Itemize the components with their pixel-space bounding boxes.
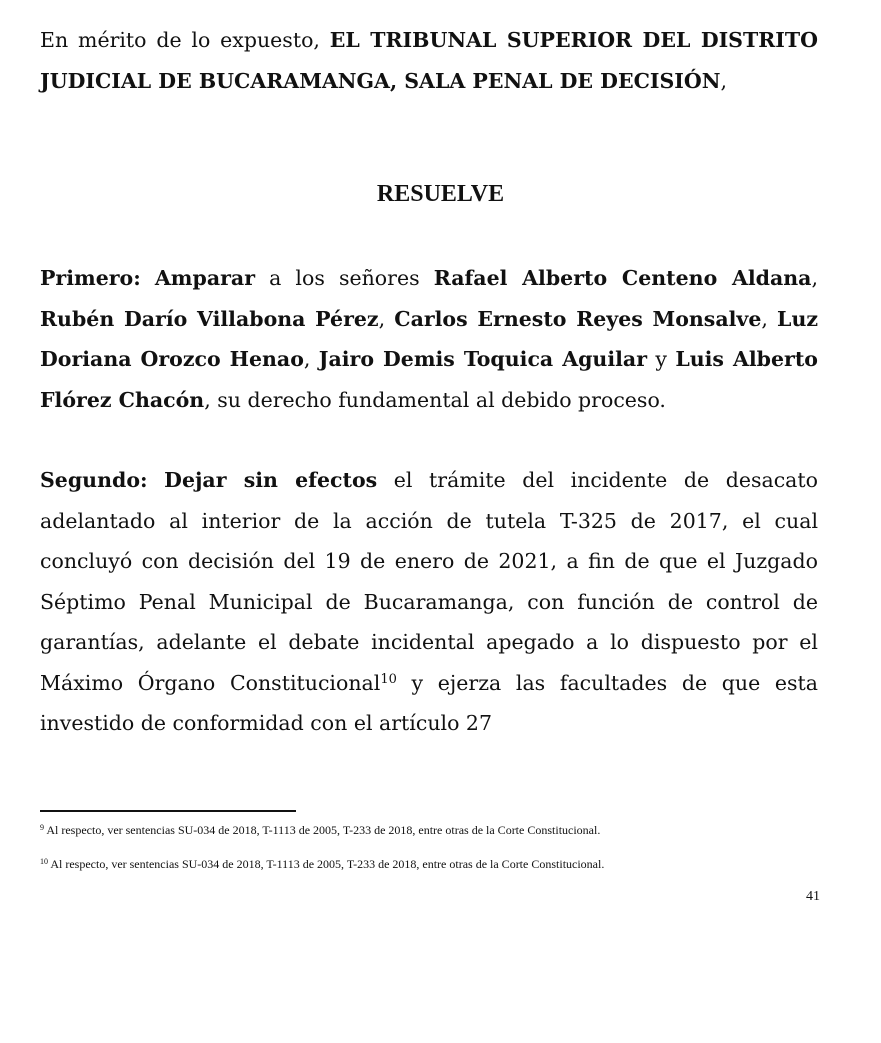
- second-text-tail: y ejerza las facultades de que esta investido de conformidad con el artículo 27: [40, 670, 818, 735]
- first-resolution: [40, 258, 818, 420]
- second-label: Segundo:: [40, 468, 148, 492]
- footnote-text: Al respecto, ver sentencias SU-034 de 2018, T-1113 de 2005, T-233 de 2018, entre otras de la Corte Constitucional.: [44, 823, 601, 837]
- first-label: Primero:: [40, 266, 141, 290]
- footnote-number: 9: [40, 823, 44, 832]
- second-text: el trámite del incidente de desacato adelantado al interior de la acción de tutela T-325 de 2017, el cual concluyó con decisión del 19 de enero de 2021, a fin de que el Juzgado Séptimo Penal Municipal de Bucaramanga, con función de control de garantías, adelante el debate incidental apegado a lo dispuesto por el Máximo Órgano Constitucional: [40, 468, 818, 695]
- person-name: Luis Alberto Flórez Chacón: [40, 347, 818, 412]
- person-name: Rubén Darío Villabona Pérez: [40, 306, 379, 331]
- separator: y: [647, 347, 676, 371]
- second-verb: Dejar sin efectos: [164, 468, 378, 492]
- first-verb: Amparar: [154, 266, 255, 290]
- footnote-ref[interactable]: 10: [380, 671, 397, 687]
- separator: ,: [378, 306, 395, 331]
- footnote-10: [40, 857, 780, 871]
- first-text: a los señores: [255, 266, 434, 290]
- person-name: Jairo Demis Toquica Aguilar: [318, 347, 647, 371]
- person-name: Luz Doriana Orozco Henao: [40, 306, 819, 371]
- footnote-9: [40, 823, 780, 837]
- first-tail: , su derecho fundamental al debido proceso.: [204, 387, 666, 412]
- footnote-number: 10: [40, 857, 48, 866]
- separator: ,: [303, 347, 319, 371]
- intro-prefix: En mérito de lo expuesto,: [40, 28, 330, 52]
- page-number: 41: [806, 889, 820, 904]
- intro-paragraph: [40, 20, 818, 101]
- footnote-text: Al respecto, ver sentencias SU-034 de 2018, T-1113 de 2005, T-233 de 2018, entre otras de la Corte Constitucional.: [48, 857, 605, 871]
- separator: ,: [811, 266, 818, 290]
- footnote-separator: [40, 810, 296, 812]
- resolution-heading: RESUELVE: [376, 181, 505, 207]
- separator: ,: [761, 306, 778, 331]
- intro-suffix: ,: [720, 68, 728, 93]
- court-name: EL TRIBUNAL SUPERIOR DEL DISTRITO JUDICIAL DE BUCARAMANGA, SALA PENAL DE DECISIÓN: [40, 28, 818, 93]
- person-name: Carlos Ernesto Reyes Monsalve: [394, 306, 762, 331]
- person-name: Rafael Alberto Centeno Aldana: [433, 266, 812, 290]
- second-resolution: [40, 460, 818, 744]
